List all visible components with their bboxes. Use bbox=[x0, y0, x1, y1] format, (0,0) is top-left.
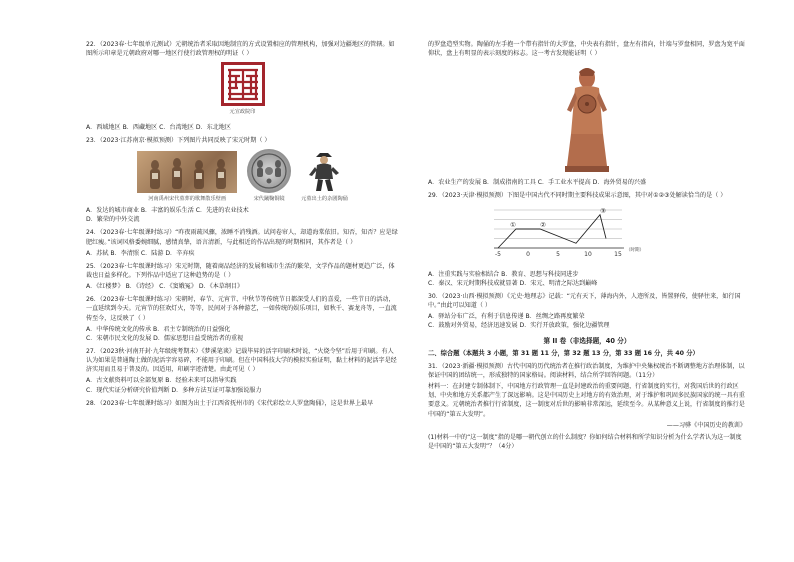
x-tick-label: 5 bbox=[556, 250, 560, 258]
question-28-continued: 的罗盘造型实物。陶俑的左手抱一个带有指针的大罗盘，中央表有指针，盘左有指向，针端与罗盘相同，罗盘为宽平面仰状，盘上有明显的表示刻度的标志。这一考古发现能证明（ ） bbox=[428, 41, 745, 58]
mirror-figure bbox=[247, 149, 291, 204]
pottery-figurine-image bbox=[557, 64, 617, 174]
question-26-options-2: C．宋朝市民文化的发展 D．儒家思想日益受统治者的重视 bbox=[86, 334, 244, 342]
question-23-options-1: A．发达的城市商业 B．丰富的娱乐生活 C．先进的农业技术 bbox=[86, 207, 249, 215]
x-tick-label: 10 bbox=[584, 250, 592, 258]
mirror-image bbox=[247, 149, 291, 193]
seal-figure bbox=[86, 62, 399, 117]
question-22-options: A．西域地区 B．西藏地区 C．台湾地区 D．东北地区 bbox=[86, 124, 231, 132]
question-29: 29．（2023·天津·模拟预测）下图是中国古代不同时期主要科技成果示意图，其中对①②③处解读恰当的是（ ） bbox=[428, 192, 727, 200]
question-24-options: A．苏轼 B．李清照 C．陆游 D．辛弃疾 bbox=[86, 249, 195, 257]
mural-figure bbox=[137, 151, 237, 204]
question-29-chart bbox=[478, 204, 746, 267]
mural-caption: 河南禹州宋代墓葬的歌舞散乐壁画 bbox=[148, 196, 227, 203]
x-tick-label: 0 bbox=[526, 250, 530, 258]
question-25: 25．（2023春·七年级课时练习）宋元时期，随着商品经济的发展和城市生活的繁荣，文学作品的题材更趋广泛，体裁也日益多样化。下列作品中适应了这种趋势的是（ ） bbox=[86, 262, 395, 279]
point-marker: ① bbox=[510, 220, 516, 229]
question-27-options-1: A．古文献资料可以全部复原 B．经验未来可以指导实践 bbox=[86, 377, 237, 385]
question-29-options-1: A．注重实践与实验相结合 B．教育、思想与科技同进步 bbox=[428, 270, 579, 278]
question-28-options: A．农业生产的发展 B．制成指南的工具 C．手工业水平提高 D．海外贸易的兴盛 bbox=[428, 179, 647, 187]
question-26: 26．（2023春·七年级课时练习）宋朝时，春节、元宵节、中秋节等传统节日都深受人们的喜爱，一些节日的活动，一直延续到今天。元宵节的狂欢灯火，等等，民间对于各种游艺，一如传统的娱乐项目，如秋千、赛龙舟等，一直流传至今，这反映了（ ） bbox=[86, 296, 397, 322]
question-31-material: 材料一：在封建专制体制下，中国地方行政管理一直是封建政治的重要问题，行省制度的实行，对我国后世的行政区划、中央和地方关系都产生了深远影响。这是中国历史上对地方的有效治理，对于维护和巩固多民族国家的统一具有重要意义。元朝统治者推行行省制度，这一制度对后世的影响非常深远，延续至今。从某种意义上说，行省制度的推行是中国的“第五大发明”。 bbox=[428, 383, 745, 418]
seal-caption: 元宣政院印 bbox=[229, 109, 256, 116]
question-31-sub: (1)材料一中的“这一制度”指的是哪一朝代创立的什么制度？你如何结合材料和所学知识分析为什么学者认为这一制度是中国的“第五大发明”？（4分） bbox=[428, 433, 742, 450]
x-tick-label: 15 bbox=[614, 250, 622, 258]
question-22: 22．（2023春·七年级单元测试）元朝统治者采取因地制宜的方式设置相应的管理机构，加强对边疆地区的管辖。如图所示印章是元朝政府对哪一地区行使行政管理权的明证（ ） bbox=[86, 41, 395, 58]
question-31-source: ——习骅《中国历史的教训》 bbox=[666, 421, 746, 429]
question-26-options-1: A．中华传统文化的传承 B．君主专制统治的日益强化 bbox=[86, 325, 231, 333]
mirror-caption: 宋代蹴鞠铜镜 bbox=[253, 196, 285, 203]
question-30: 30．（2023·山西·模拟预测）《元史·地理志》记载：“元有天下，薄海内外，人迹所及，皆置驿传，使驿往来，如行国中。”由此可以知道（ ） bbox=[428, 292, 741, 310]
figurine-caption: 元墓出土的杂剧陶俑 bbox=[301, 196, 348, 203]
question-25-options: A．《红楼梦》 B．《诗经》 C．《窦娥冤》 D．《本草纲目》 bbox=[86, 283, 244, 291]
question-31: 31．（2023·新疆·模拟预测）古代中国的历代统治者在推行政治制度，为维护中央集权统治不断调整地方治理体制，以保证中国的团结统一，形成独特的国家格局。阅读材料，结合所学回答问题。（11分） bbox=[428, 362, 745, 380]
point-marker: ③ bbox=[600, 206, 606, 215]
question-28: 28．（2023春·七年级课时练习）如图为出土于江西省抚州市的《宋代彩绘立人罗盘陶俑》，这是世界上最早 bbox=[86, 399, 374, 407]
mural-image bbox=[137, 151, 237, 193]
x-tick-label: -5 bbox=[495, 250, 501, 258]
x-axis-label: （时期） bbox=[626, 247, 644, 253]
part-two-title: 第 II 卷（非选择题，40 分） bbox=[543, 336, 631, 345]
question-27-options-2: C．现代实证分析研究价值判断 D．多种方法互证可靠加强说服力 bbox=[86, 386, 262, 394]
line-chart bbox=[478, 204, 648, 264]
section-two-title: 二、综合题（本题共 3 小题，第 31 题 11 分，第 32 题 13 分，第 33 题 16 分，共 40 分） bbox=[428, 350, 699, 358]
question-23-options-2: D．繁荣的中外交流 bbox=[86, 216, 140, 224]
right-column bbox=[428, 40, 746, 453]
question-30-options-2: C．鼓励对外贸易，经济迅速发展 D．实行开放政策，强化边疆管理 bbox=[428, 322, 610, 330]
left-column bbox=[86, 40, 399, 410]
point-marker: ② bbox=[540, 220, 546, 229]
figurine-figure bbox=[301, 149, 348, 204]
question-29-options-2: C．秦汉、宋元时期科技成就显著 D．宋元、明清之际达到巅峰 bbox=[428, 279, 598, 287]
question-23-images bbox=[86, 149, 399, 204]
question-24: 24．（2023春·七年级课时练习）“昨夜雨疏风骤，浓睡不消残酒。试问卷帘人，却道海棠依旧。知否，知否？应是绿肥红瘦。”该词风格委婉细腻，感情真挚，语言清新，与此相近的作品出现的时期相同，其作者是（ ） bbox=[86, 229, 398, 246]
question-27: 27．（2023秋·河南开封·九年级统考期末）《梦溪笔谈》记载毕昇的活字印刷术时说，“火烧令坚”后用于印刷。有人认为如果是普通陶土做的泥活字容易碎，不能用于印刷。但在中国科技大学的模拟实验证明，黏土材料的泥活字是经济实用而且易于普及的。因适用，印刷字迹清楚。由此可见（ ） bbox=[86, 347, 397, 374]
question-30-options-1: A．驿站分布广泛，有利于信息传递 B．丝绸之路再度繁荣 bbox=[428, 313, 585, 321]
seal-image bbox=[221, 62, 265, 106]
figurine-image bbox=[306, 149, 342, 193]
question-23: 23．（2023·江苏南京·模拟预测）下列图片共同反映了宋元时期（ ） bbox=[86, 137, 271, 145]
